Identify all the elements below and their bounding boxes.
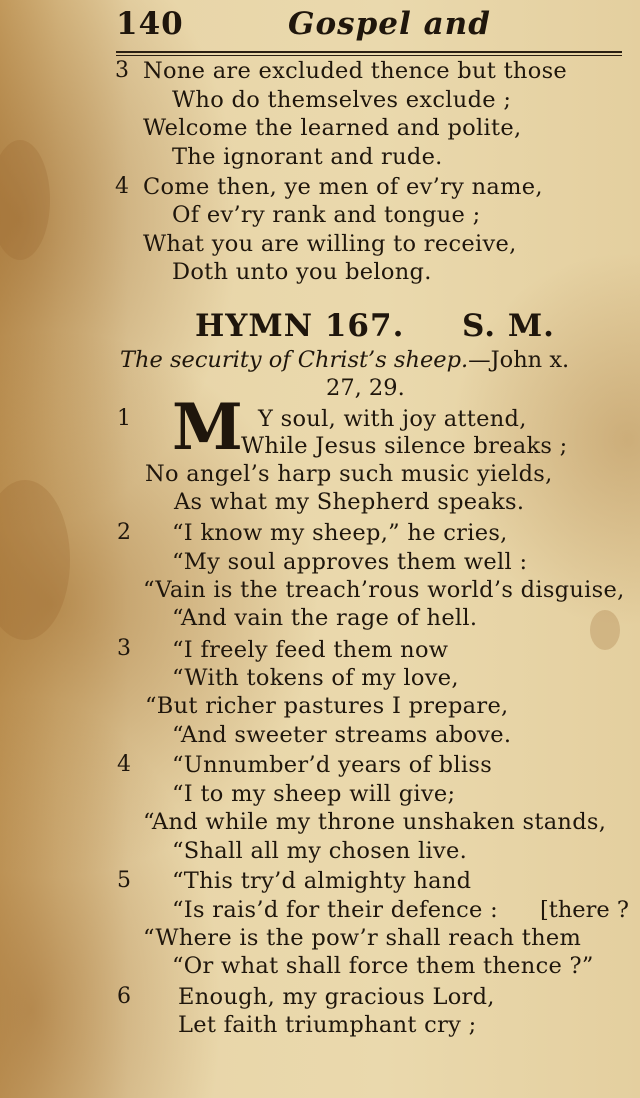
- verse-line: “This try’d almighty hand: [172, 868, 472, 894]
- turnover-word: [there ?: [540, 897, 629, 923]
- stanza-number: 2: [117, 520, 131, 545]
- paper-stain: [0, 140, 50, 260]
- verse-line: Enough, my gracious Lord,: [178, 984, 495, 1010]
- verse-line: “And sweeter streams above.: [172, 722, 512, 748]
- verse-line: Who do themselves exclude ;: [172, 87, 512, 113]
- verse-line: “Vain is the treach’rous world’s disguise,: [143, 577, 625, 603]
- stanza-number: 5: [117, 868, 131, 893]
- verse-line: “My soul approves them well :: [172, 549, 528, 575]
- hymn-meter: S. M.: [462, 308, 555, 344]
- verse-line: “Unnumber’d years of bliss: [172, 752, 493, 778]
- subtitle-text: The security of Christ’s sheep.: [120, 347, 469, 373]
- verse-line: While Jesus silence breaks ;: [241, 433, 568, 459]
- paper-stain: [590, 610, 620, 650]
- paper-stain: [0, 480, 70, 640]
- verse-line: “Where is the pow’r shall reach them: [143, 925, 582, 951]
- page-header: [112, 4, 622, 48]
- stanza-number: 3: [115, 58, 129, 83]
- drop-cap: M: [172, 390, 243, 465]
- verse-line: The ignorant and rude.: [172, 144, 443, 170]
- verse-line: “With tokens of my love,: [172, 665, 459, 691]
- stanza-number: 4: [115, 174, 129, 199]
- verse-line: As what my Shepherd speaks.: [174, 489, 525, 515]
- verse-line: None are excluded thence but those: [143, 58, 568, 84]
- verse-line: What you are willing to receive,: [143, 231, 517, 257]
- verse-line: Of ev’ry rank and tongue ;: [172, 202, 481, 228]
- running-title: Gospel and: [288, 6, 491, 42]
- header-rule: [116, 51, 622, 56]
- verse-line: “Or what shall force them thence ?”: [172, 953, 594, 979]
- scripture-reference: —John x.: [468, 347, 570, 373]
- verse-line: “But richer pastures I prepare,: [145, 693, 509, 719]
- hymn-subtitle: [120, 346, 569, 374]
- verse-line: “Shall all my chosen live.: [172, 838, 468, 864]
- verse-line: “I freely feed them now: [172, 637, 449, 663]
- verse-line: Come then, ye men of ev’ry name,: [143, 174, 543, 200]
- verse-line: “Is rais’d for their defence :: [172, 897, 498, 923]
- scripture-reference-continued: 27, 29.: [326, 375, 405, 401]
- verse-line: Welcome the learned and polite,: [143, 115, 522, 141]
- verse-line: Y soul, with joy attend,: [258, 406, 527, 432]
- verse-line: “And while my throne unshaken stands,: [143, 809, 607, 835]
- stanza-number: 3: [117, 636, 131, 661]
- stanza-number: 1: [117, 406, 131, 431]
- verse-line: “And vain the rage of hell.: [172, 605, 478, 631]
- page-number: 140: [116, 6, 184, 42]
- stanza-number: 4: [117, 752, 131, 777]
- verse-line: “I know my sheep,” he cries,: [172, 520, 508, 546]
- hymn-title: HYMN 167.: [195, 308, 405, 344]
- verse-line: Let faith triumphant cry ;: [178, 1012, 477, 1038]
- verse-line: No angel’s harp such music yields,: [145, 461, 553, 487]
- stanza-number: 6: [117, 984, 131, 1009]
- verse-line: Doth unto you belong.: [172, 259, 432, 285]
- verse-line: “I to my sheep will give;: [172, 781, 456, 807]
